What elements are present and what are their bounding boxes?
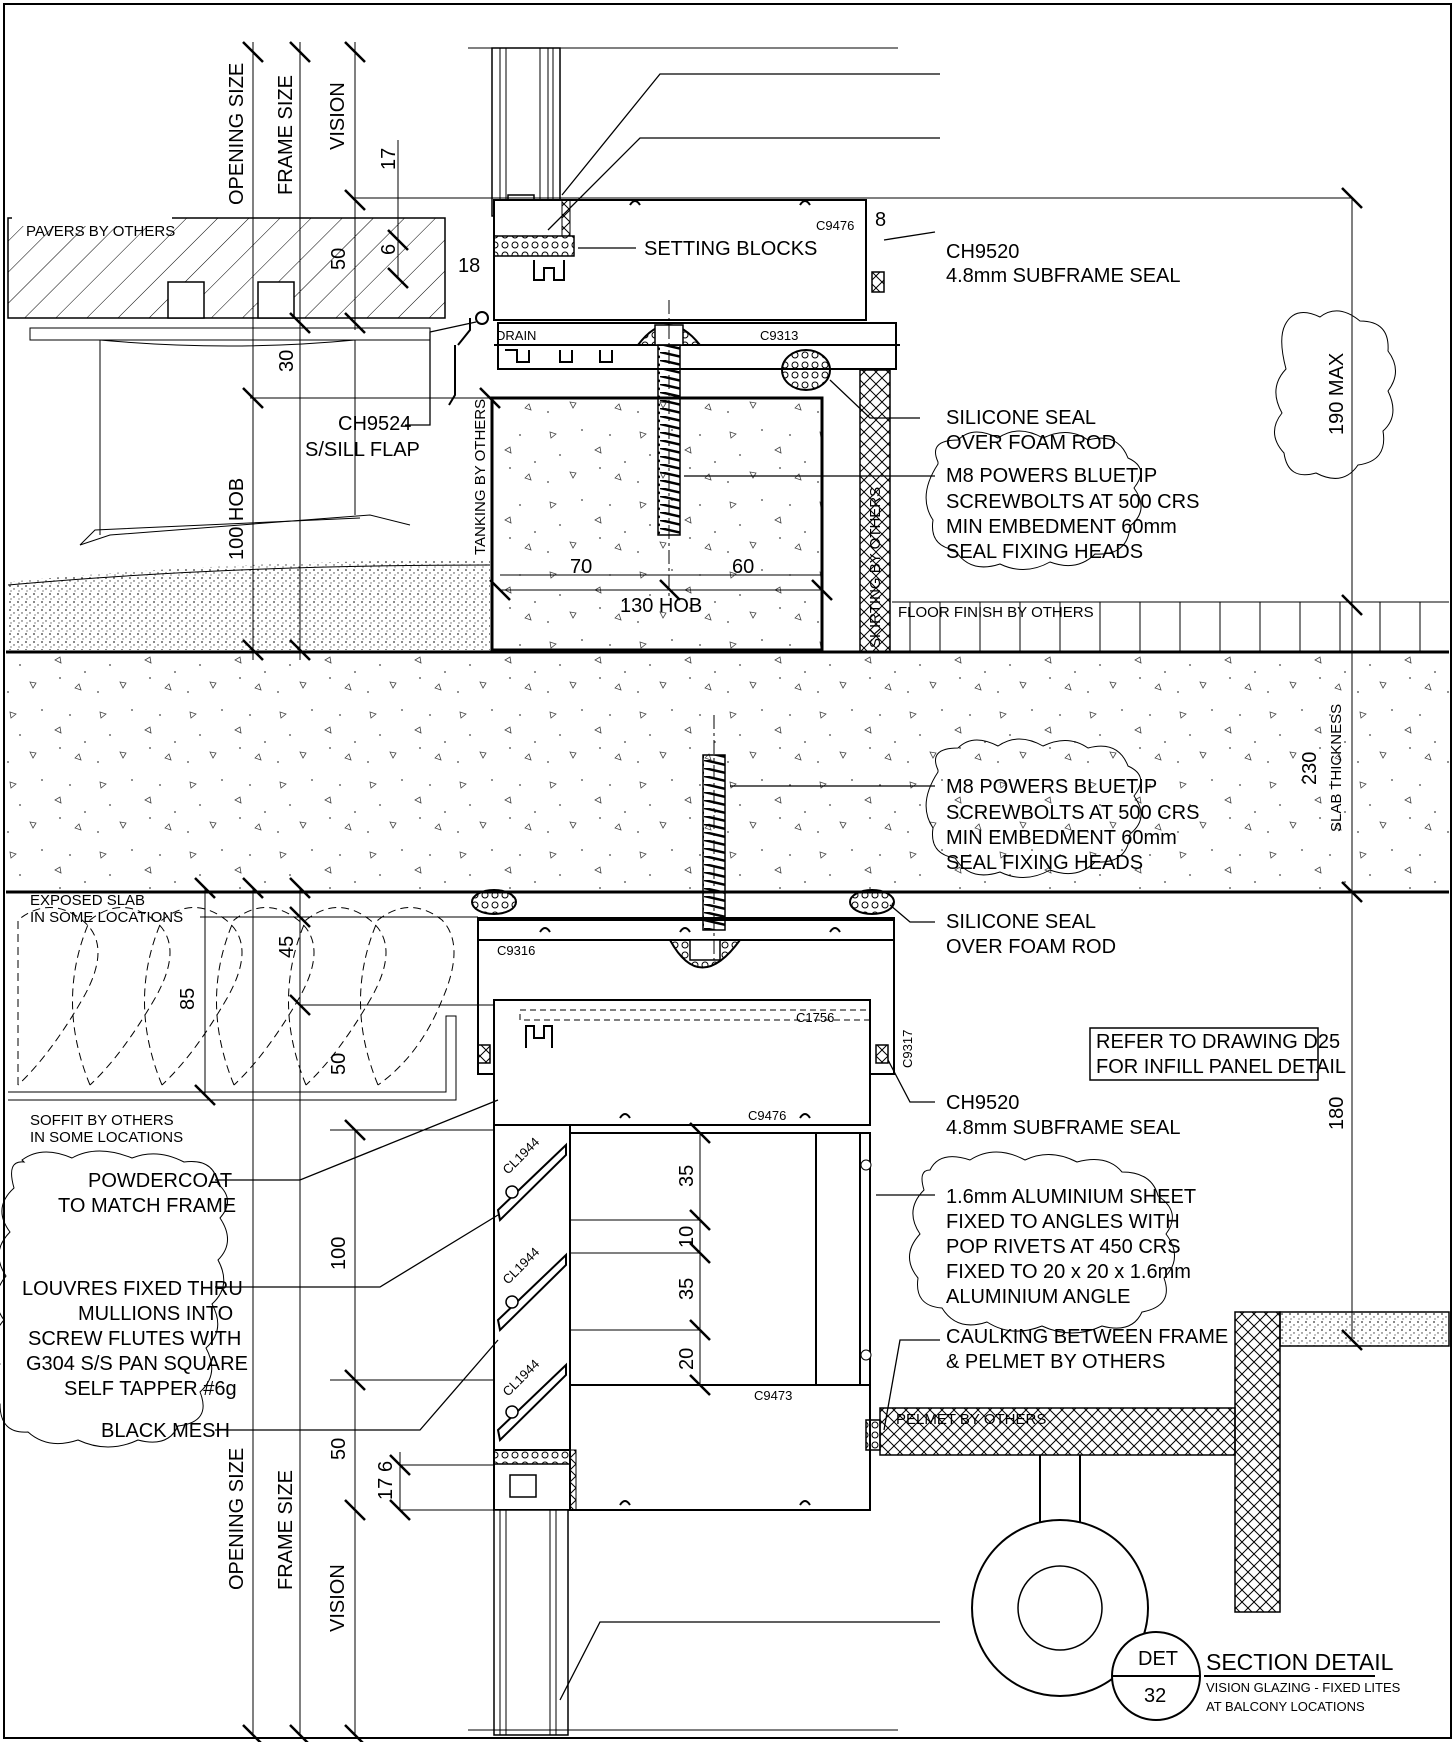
note-louvres-3: SCREW FLUTES WITH <box>28 1328 242 1350</box>
dim-50-mid: 50 <box>328 1052 350 1075</box>
note-screwbolt-mid-1: M8 POWERS BLUETIP <box>946 776 1158 798</box>
title-sub-1: VISION GLAZING - FIXED LITES <box>1206 1680 1401 1695</box>
dim-frame-size-bottom: FRAME SIZE <box>275 1469 297 1590</box>
note-louvres-5: SELF TAPPER #6g <box>64 1378 237 1400</box>
dim-100: 100 <box>328 1236 350 1270</box>
note-alu-sheet-3: POP RIVETS AT 450 CRS <box>946 1236 1181 1258</box>
note-screwbolt-mid-3: MIN EMBEDMENT 60mm <box>946 827 1177 849</box>
dim-8: 8 <box>875 209 887 231</box>
dim-slab-thickness: SLAB THICKNESS <box>1328 703 1345 832</box>
subframe-seal-bottom-left <box>478 1045 490 1063</box>
note-louvres-4: G304 S/S PAN SQUARE <box>26 1353 248 1375</box>
dim-70: 70 <box>570 556 593 578</box>
dim-6-bottom: 6 <box>375 1460 397 1472</box>
dim-opening-size-top: OPENING SIZE <box>226 62 248 205</box>
note-skirting: SKIRTING BY OTHERS <box>867 486 884 648</box>
note-black-mesh: BLACK MESH <box>101 1420 230 1442</box>
cloud-left-notes <box>0 1151 248 1447</box>
note-silicone-top-2: OVER FOAM ROD <box>946 432 1117 454</box>
note-screwbolt-top-2: SCREWBOLTS AT 500 CRS <box>946 491 1200 513</box>
dim-10: 10 <box>676 1225 698 1248</box>
subframe-seal-top <box>872 272 884 292</box>
profile-cl1944-c: CL1944 <box>499 1356 543 1400</box>
profile-c1756: C1756 <box>796 1010 835 1025</box>
dim-100-hob: 100 HOB <box>226 477 248 560</box>
subframe-seal-bottom-right <box>876 1045 888 1063</box>
note-screwbolt-top-4: SEAL FIXING HEADS <box>946 541 1144 563</box>
note-soffit-1: SOFFIT BY OTHERS <box>30 1112 174 1129</box>
note-refer-1: REFER TO DRAWING D25 <box>1096 1031 1341 1053</box>
note-floor-finish: FLOOR FINISH BY OTHERS <box>898 604 1094 621</box>
note-ch9520-bot-1: CH9520 <box>946 1092 1020 1114</box>
cloud-alu-sheet <box>909 1152 1196 1333</box>
note-caulking-2: & PELMET BY OTHERS <box>946 1351 1166 1373</box>
title-sub-2: AT BALCONY LOCATIONS <box>1206 1699 1365 1714</box>
note-ch9524-1: CH9524 <box>338 413 412 435</box>
dim-20: 20 <box>676 1347 698 1370</box>
note-screwbolt-mid-4: SEAL FIXING HEADS <box>946 852 1144 874</box>
dim-50-top: 50 <box>328 247 350 270</box>
note-powdercoat-2: TO MATCH FRAME <box>58 1195 237 1217</box>
glazing-bottom <box>468 1475 898 1735</box>
dim-opening-size-bottom: OPENING SIZE <box>226 1447 248 1590</box>
dim-60: 60 <box>732 556 755 578</box>
note-screwbolt-top-1: M8 POWERS BLUETIP <box>946 465 1158 487</box>
note-powdercoat-1: POWDERCOAT <box>88 1170 233 1192</box>
note-alu-sheet-5: ALUMINIUM ANGLE <box>946 1286 1131 1308</box>
profile-drain: DRAIN <box>496 328 537 343</box>
foam-rod-bottom-right <box>850 890 894 914</box>
note-setting-blocks: SETTING BLOCKS <box>644 238 818 260</box>
note-exposed-slab-2: IN SOME LOCATIONS <box>30 909 184 926</box>
title-det: DET <box>1138 1648 1178 1670</box>
dim-35-a: 35 <box>676 1164 698 1187</box>
concrete-slab <box>6 652 1449 892</box>
note-ch9520-top-1: CH9520 <box>946 241 1020 263</box>
note-alu-sheet-1: 1.6mm ALUMINIUM SHEET <box>946 1186 1197 1208</box>
note-ch9520-bot-2: 4.8mm SUBFRAME SEAL <box>946 1117 1181 1139</box>
profile-c9316: C9316 <box>497 943 536 958</box>
note-ch9524-2: S/SILL FLAP <box>305 439 420 461</box>
profile-c9317: C9317 <box>900 1029 915 1068</box>
note-exposed-slab-1: EXPOSED SLAB <box>30 892 146 909</box>
foam-rod-top <box>782 350 830 390</box>
dim-17-top: 17 <box>378 147 400 170</box>
note-screwbolt-mid-2: SCREWBOLTS AT 500 CRS <box>946 802 1200 824</box>
dim-vision-top: VISION <box>327 82 349 150</box>
note-alu-sheet-2: FIXED TO ANGLES WITH <box>946 1211 1180 1233</box>
note-ch9520-top-2: 4.8mm SUBFRAME SEAL <box>946 265 1181 287</box>
dim-190-max: 190 MAX <box>1326 352 1348 435</box>
dim-230: 230 <box>1299 751 1321 785</box>
dim-130-hob: 130 HOB <box>620 595 703 617</box>
dim-6-top: 6 <box>378 243 400 255</box>
foam-rod-bottom-left <box>472 890 516 914</box>
profile-cl1944-b: CL1944 <box>499 1244 543 1288</box>
profile-c9476-top: C9476 <box>816 218 855 233</box>
dim-85: 85 <box>177 987 199 1010</box>
note-alu-sheet-4: FIXED TO 20 x 20 x 1.6mm <box>946 1261 1191 1283</box>
dim-vision-bottom: VISION <box>327 1564 349 1632</box>
profile-c9473: C9473 <box>754 1388 793 1403</box>
dim-30: 30 <box>276 349 298 372</box>
note-louvres-2: MULLIONS INTO <box>78 1303 234 1325</box>
note-silicone-top-1: SILICONE SEAL <box>946 407 1097 429</box>
dim-35-b: 35 <box>676 1277 698 1300</box>
note-louvres-1: LOUVRES FIXED THRU <box>22 1278 243 1300</box>
refer-box <box>1090 1028 1346 1080</box>
dim-17-bottom: 17 <box>375 1477 397 1500</box>
note-tanking: TANKING BY OTHERS <box>472 398 489 555</box>
title-block <box>1112 1632 1401 1720</box>
dim-45: 45 <box>276 935 298 958</box>
dim-50-bottom: 50 <box>328 1437 350 1460</box>
insulation <box>18 908 454 1086</box>
dim-180: 180 <box>1326 1096 1348 1130</box>
profile-c9313: C9313 <box>760 328 799 343</box>
note-silicone-bot-1: SILICONE SEAL <box>946 911 1097 933</box>
note-pelmet: PELMET BY OTHERS <box>896 1411 1047 1428</box>
title-main: SECTION DETAIL <box>1206 1649 1394 1675</box>
note-silicone-bot-2: OVER FOAM ROD <box>946 936 1117 958</box>
dim-frame-size-top: FRAME SIZE <box>275 74 297 195</box>
note-pavers: PAVERS BY OTHERS <box>26 223 176 240</box>
ground-fill-left <box>8 560 490 650</box>
note-caulking-1: CAULKING BETWEEN FRAME <box>946 1326 1229 1348</box>
infill-panel <box>570 1133 871 1385</box>
note-refer-2: FOR INFILL PANEL DETAIL <box>1096 1056 1347 1078</box>
profile-c9476-bottom: C9476 <box>748 1108 787 1123</box>
profile-cl1944-a: CL1944 <box>499 1134 543 1178</box>
title-number: 32 <box>1144 1685 1167 1707</box>
note-soffit-2: IN SOME LOCATIONS <box>30 1129 184 1146</box>
soffit <box>8 1016 456 1100</box>
note-screwbolt-top-3: MIN EMBEDMENT 60mm <box>946 516 1177 538</box>
dim-18: 18 <box>458 255 481 277</box>
